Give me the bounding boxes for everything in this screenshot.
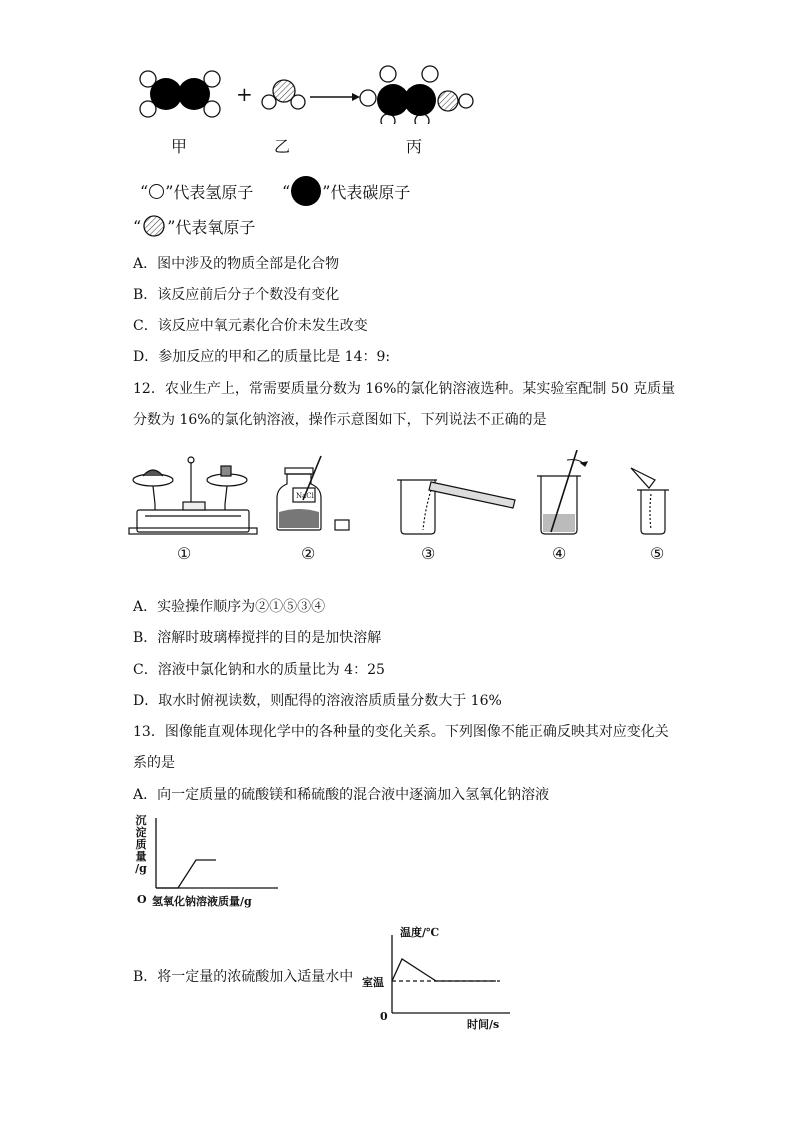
legend-oxygen: “ ” 代表氧原子 <box>133 214 255 238</box>
hydrogen-atom-icon <box>149 184 164 199</box>
graph-b-room-label: 室温 <box>362 976 384 989</box>
q13-stem-line1: 13．图像能直观体现化学中的各种量的变化关系。下列图像不能正确反映其对应变化关 <box>133 724 669 740</box>
reaction-arrow <box>310 93 360 101</box>
q12-stem-line2: 分数为 16%的氯化钠溶液，操作示意图如下，下列说法不正确的是 <box>133 412 547 428</box>
pouring-cylinder-icon <box>397 480 515 534</box>
label-bing: 丙 <box>406 137 423 156</box>
q11-option-b[interactable]: B．该反应前后分子个数没有变化 <box>133 287 340 303</box>
graph-a-origin: O <box>137 893 147 906</box>
graph-a-ylabel: 沉 淀 质 量 /g <box>135 814 147 875</box>
label-jia: 甲 <box>171 137 188 156</box>
q11-option-a[interactable]: A．图中涉及的物质全部是化合物 <box>133 256 340 272</box>
step-label-3: ③ <box>421 544 436 563</box>
q12-option-b[interactable]: B．溶解时玻璃棒搅拌的目的是加快溶解 <box>133 630 382 646</box>
oxygen-atom-icon <box>142 214 166 238</box>
step-label-4: ④ <box>552 544 567 563</box>
plus-sign: + <box>236 82 253 106</box>
balance-icon <box>129 457 257 534</box>
lab-apparatus-illustration <box>125 450 685 565</box>
legend-carbon: “ ” 代表碳原子 <box>282 176 410 206</box>
graph-b-origin: 0 <box>380 1010 388 1023</box>
label-yi: 乙 <box>274 137 291 156</box>
q12-option-d[interactable]: D．取水时俯视读数，则配得的溶液溶质质量分数大于 16% <box>133 693 502 709</box>
step-label-1: ① <box>177 544 192 563</box>
graph-b-curve <box>392 959 496 981</box>
graph-b <box>380 925 520 1025</box>
q13-option-b[interactable]: B．将一定量的浓硫酸加入适量水中 <box>133 969 354 985</box>
q12-option-a[interactable]: A．实验操作顺序为②①⑤③④ <box>133 599 326 615</box>
graph-b-xlabel: 时间/s <box>467 1018 500 1031</box>
q12-option-c[interactable]: C．溶液中氯化钠和水的质量比为 4：25 <box>133 662 385 678</box>
graph-b-ylabel: 温度/℃ <box>400 926 440 939</box>
stirring-beaker-icon <box>537 450 587 534</box>
molecule-jia <box>140 71 220 117</box>
q13-stem-line2: 系的是 <box>133 755 175 771</box>
q11-option-c[interactable]: C．该反应中氧元素化合价未发生改变 <box>133 318 368 334</box>
graph-a-xlabel: 氢氧化钠溶液质量/g <box>152 895 252 908</box>
q11-option-d[interactable]: D．参加反应的甲和乙的质量比是 14：9: <box>133 349 391 365</box>
molecule-bing <box>360 66 473 124</box>
q13-option-a[interactable]: A．向一定质量的硫酸镁和稀硫酸的混合液中逐滴加入氢氧化钠溶液 <box>133 787 550 803</box>
small-beaker-icon <box>631 468 669 534</box>
molecule-yi <box>262 80 305 109</box>
carbon-atom-icon <box>291 176 321 206</box>
reaction-diagram <box>130 62 490 124</box>
legend-hydrogen: “ ” 代表氢原子 <box>140 182 254 202</box>
graph-a-curve <box>156 860 216 888</box>
q12-stem-line1: 12．农业生产上，常需要质量分数为 16%的氯化钠溶液选种。某实验室配制 50 克质量 <box>133 381 676 397</box>
bottle-label: NaCl <box>296 492 314 500</box>
step-label-5: ⑤ <box>650 544 665 563</box>
step-label-2: ② <box>301 544 316 563</box>
